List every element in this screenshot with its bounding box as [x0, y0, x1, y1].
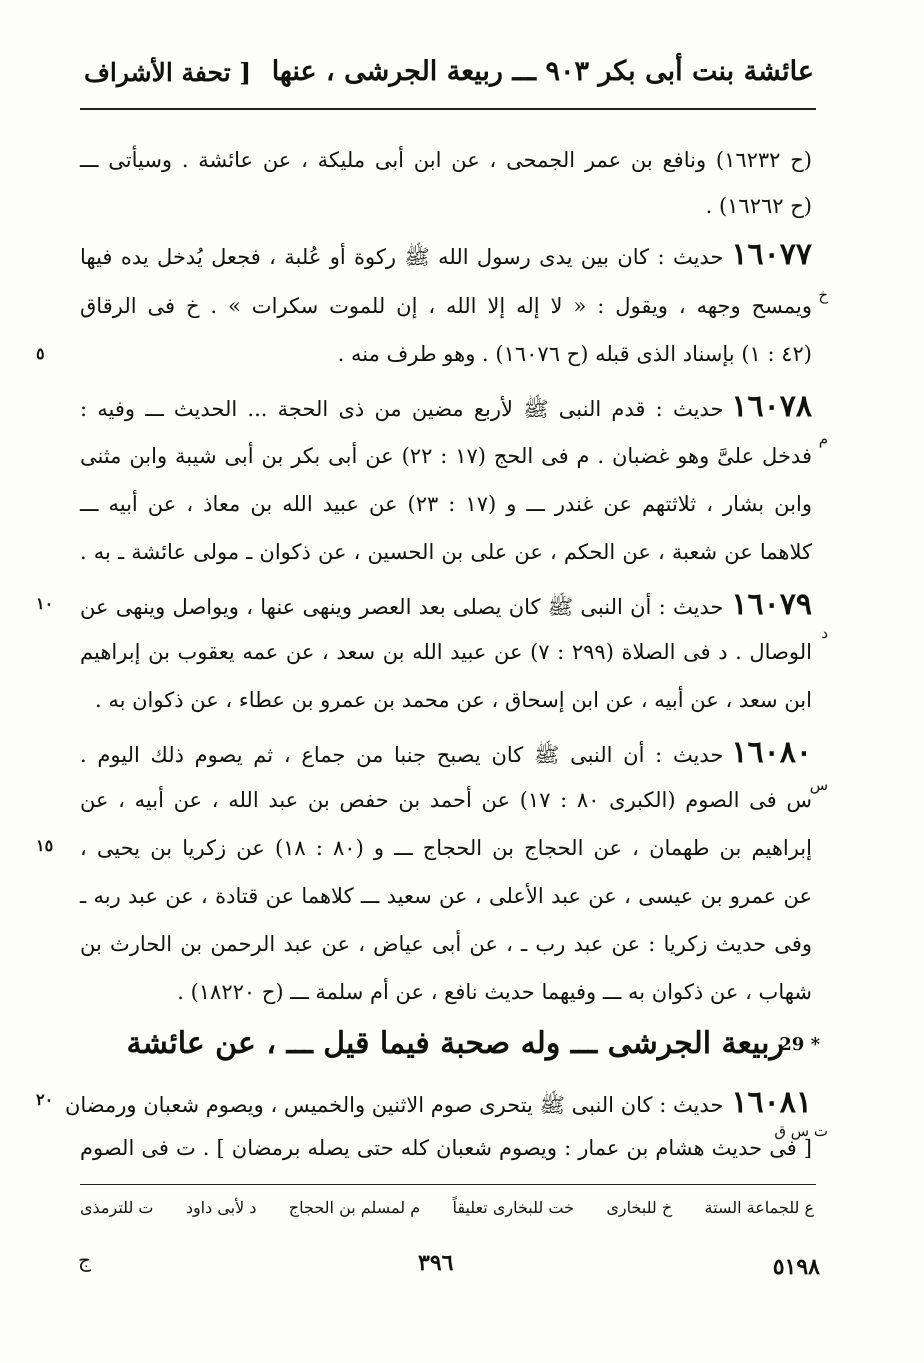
- text-line: (ح ١٦٢٣٢) ونافع بن عمر الجمحى ، عن ابن أبى مليكة ، عن عائشة . وسيأتى ـــ: [80, 148, 812, 172]
- key-item: م لمسلم بن الحجاج: [288, 1198, 421, 1217]
- hadith-number: ١٦٠٧٩: [731, 587, 812, 622]
- key-item: ت للترمذى: [80, 1198, 154, 1217]
- key-item: ع للجماعة الستة: [704, 1198, 814, 1217]
- hadith-number: ١٦٠٨١: [731, 1085, 812, 1120]
- text-line: [ فى حديث هشام بن عمار : ويصوم شعبان كله حتى يصله برمضان ] . ت فى الصوم: [80, 1136, 812, 1160]
- header-rule: [80, 108, 816, 110]
- key-item: خت للبخارى تعليقاً: [452, 1198, 574, 1217]
- margin-siglum: م: [818, 430, 828, 448]
- text-line: (ح ١٦٢٦٢) .: [705, 194, 812, 218]
- hadith-number: ١٦٠٧٧: [731, 237, 812, 272]
- text-line: عن عمرو بن عيسى ، عن عبد الأعلى ، عن سعيد ـــ كلاهما عن قتادة ، عن عبد ربه ـ: [80, 884, 812, 908]
- sheet-mark: ج: [78, 1248, 91, 1272]
- text-line: (٤٢ : ١) بإسناد الذى قبله (ح ١٦٠٧٦) . وهو طرف منه .: [337, 342, 812, 366]
- text-line: وابن بشار ، ثلاثتهم عن غندر ـــ و (١٧ : ٢٣) عن عبيد الله بن معاذ ، عن أبيه ـــ: [80, 492, 812, 516]
- hadith-first-line: [80, 735, 812, 770]
- hadith-first-line: [64, 1085, 812, 1120]
- text-line: ابن سعد ، عن أبيه ، عن ابن إسحاق ، عن محمد بن عمرو بن عطاء ، عن ذكوان به .: [94, 688, 812, 712]
- line-number: ١٥: [36, 836, 54, 855]
- running-title: عائشة بنت أبى بكر ٩٠٣ ـــ ربيعة الجرشى ، عنها: [271, 56, 814, 87]
- hadith-number: ١٦٠٨٠: [731, 735, 812, 770]
- margin-siglum: خ: [818, 286, 828, 304]
- hadith-number: ١٦٠٧٨: [731, 389, 812, 424]
- hadith-first-line: [80, 389, 812, 424]
- line-number: ١٠: [36, 594, 54, 613]
- text-line: فدخل علىَّ وهو غضبان . م فى الحج (١٧ : ٢٢) عن أبى بكر بن أبى شيبة وابن مثنى: [80, 444, 812, 468]
- hadith-first-line: [80, 237, 812, 272]
- text-line: إبراهيم بن طهمان ، عن الحجاج بن الحجاج ـــ و (٨٠ : ١٨) عن زكريا بن يحيى ،: [80, 836, 812, 860]
- text-line: شهاب ، عن ذكوان به ـــ وفيهما حديث نافع ، عن أم سلمة ـــ (ح ١٨٢٢٠) .: [177, 980, 812, 1004]
- line-number: ٢٠: [36, 1090, 54, 1109]
- index-number: ٥١٩٨: [772, 1254, 820, 1280]
- hadith-text: حديث : كان بين يدى رسول الله ﷺ ركوة أو عُلبة ، فجعل يُدخل يده فيها: [80, 245, 724, 269]
- hadith-text: حديث : أن النبى ﷺ كان يصبح جنبا من جماع ، ثم يصوم ذلك اليوم .: [80, 743, 724, 767]
- text-line: ويمسح وجهه ، ويقول : « لا إله إلا الله ، إن للموت سكرات » . خ فى الرقاق: [80, 294, 812, 318]
- margin-siglum: ت س ق: [774, 1122, 828, 1140]
- margin-siglum: س: [809, 776, 828, 794]
- section-title: ربيعة الجرشى ـــ وله صحبة فيما قيل ـــ ، عن عائشة: [126, 1026, 784, 1061]
- line-number: ٥: [36, 344, 45, 363]
- key-item: خ للبخارى: [606, 1198, 673, 1217]
- page-number: ٣٩٦: [418, 1250, 454, 1276]
- hadith-first-line: [80, 587, 812, 622]
- text-line: كلاهما عن شعبة ، عن الحكم ، عن على بن الحسين ، عن ذكوان ـ مولى عائشة ـ به .: [80, 540, 812, 564]
- abbreviation-key: [80, 1198, 814, 1217]
- section-number: 29 *: [779, 1034, 820, 1055]
- hadith-text: حديث : كان النبى ﷺ يتحرى صوم الاثنين والخميس ، ويصوم شعبان ورمضان: [64, 1093, 724, 1117]
- hadith-text: حديث : أن النبى ﷺ كان يصلى بعد العصر وينهى عنها ، ويواصل وينهى عن: [80, 595, 724, 619]
- margin-siglum: د: [821, 624, 828, 642]
- text-line: وفى حديث زكريا : عن عبد رب ـ ، عن أبى عياض ، عن عبد الرحمن بن الحارث بن: [80, 932, 812, 956]
- text-line: س فى الصوم (الكبرى ٨٠ : ١٧) عن أحمد بن حفص بن عبد الله ، عن أبيه ، عن: [80, 788, 813, 812]
- book-title: [ تحفة الأشراف: [84, 58, 252, 87]
- footer-rule: [80, 1184, 816, 1185]
- hadith-text: حديث : قدم النبى ﷺ لأربع مضين من ذى الحجة ... الحديث ـــ وفيه :: [80, 397, 724, 421]
- text-line: الوصال . د فى الصلاة (٢٩٩ : ٧) عن عبيد الله بن سعد ، عن عمه يعقوب بن إبراهيم: [80, 640, 812, 664]
- key-item: د لأبى داود: [185, 1198, 257, 1217]
